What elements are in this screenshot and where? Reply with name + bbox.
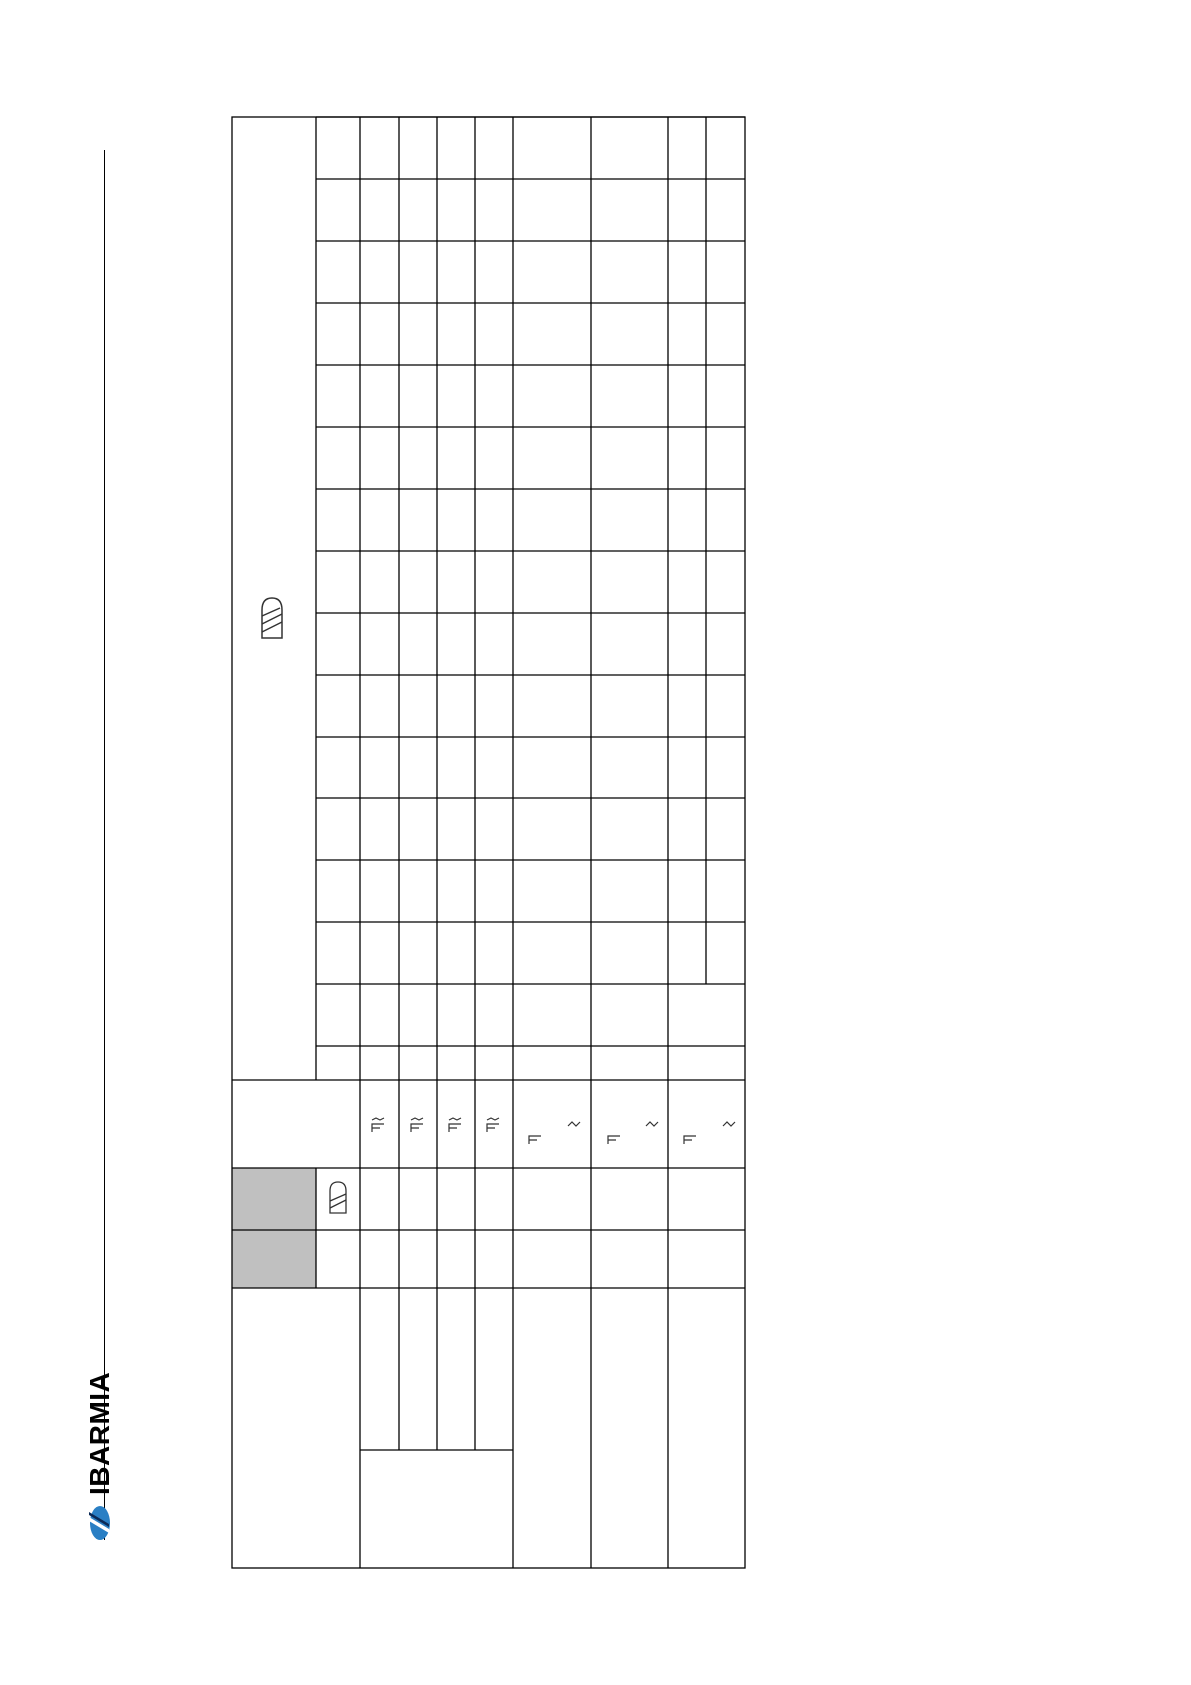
feed-icon [723, 1122, 735, 1126]
spindle-icon [684, 1136, 696, 1144]
spindle-feed-icon [449, 1118, 461, 1132]
spindle-feed-icon [372, 1118, 384, 1132]
spindle-feed-icons [372, 1118, 735, 1144]
drill-bit-small-icon [330, 1182, 346, 1213]
drill-bit-icon [262, 598, 282, 638]
feed-icon [646, 1122, 658, 1126]
spindle-icon [529, 1136, 541, 1144]
spindle-icon [608, 1136, 620, 1144]
feed-icon [568, 1122, 580, 1126]
header-shaded-cell [232, 1168, 316, 1288]
table-grid-lines [232, 117, 745, 1568]
spindle-feed-icon [487, 1118, 499, 1132]
brand-name: IBARMIA [84, 1371, 115, 1495]
spindle-feed-icon [411, 1118, 423, 1132]
